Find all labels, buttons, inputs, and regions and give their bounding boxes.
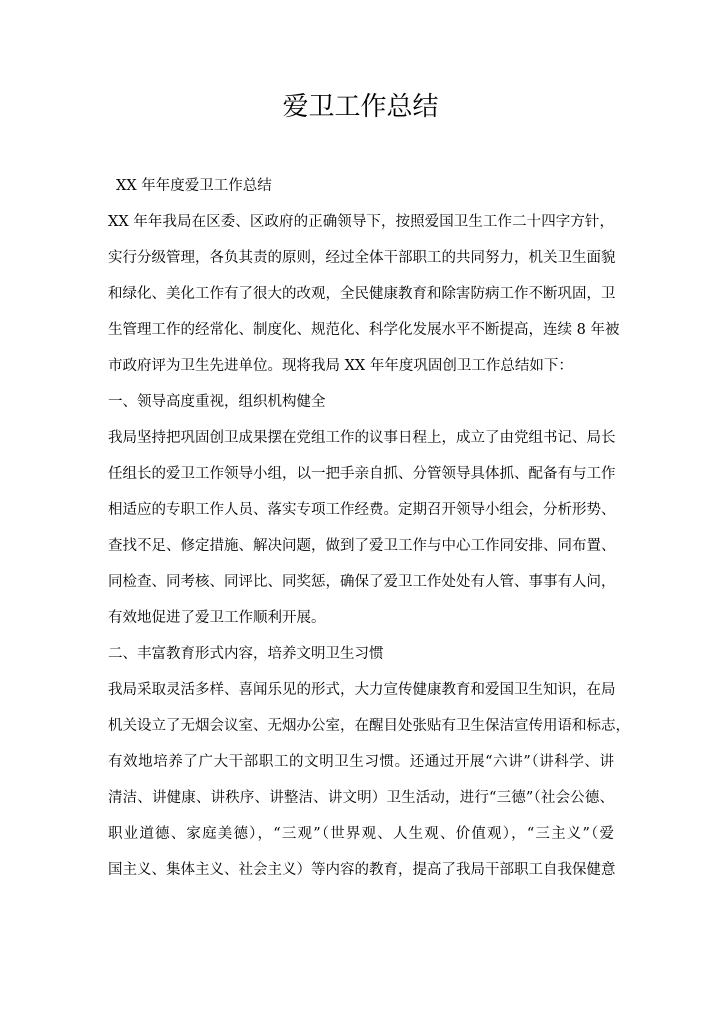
text-line: 有效地促进了爱卫工作顺利开展。 [108,610,326,626]
text-line: 任组长的爱卫工作领导小组，以一把手亲自抓、分管领导具体抓、配备有与工作 [108,466,616,482]
text-line: 市政府评为卫生先进单位。现将我局 XX 年年度巩固创卫工作总结如下： [108,358,573,374]
paragraph-section-1 [108,420,614,636]
text-line: 清洁、讲健康、讲秩序、讲整洁、讲文明）卫生活动，进行“三德”（社会公德、 [108,790,614,806]
document-body [108,168,630,888]
text-line: 和绿化、美化工作有了很大的改观，全民健康教育和除害防病工作不断巩固，卫 [108,286,616,302]
text-line: 生管理工作的经常化、制度化、规范化、科学化发展水平不断提高，连续 8 年被 [108,322,620,338]
paragraph-section-2 [108,672,630,888]
text-line: 职业道德、家庭美德），“三观”（世界观、人生观、价值观），“三主义”（爱 [108,826,614,842]
text-line: 我局采取灵活多样、喜闻乐见的形式，大力宣传健康教育和爱国卫生知识，在局 [108,682,616,698]
text-line: 有效地培养了广大干部职工的文明卫生习惯。还通过开展“六讲”（讲科学、讲 [108,754,614,770]
section-heading: 一、领导高度重视，组织机构健全 [108,394,326,410]
text-line: 相适应的专职工作人员、落实专项工作经费。定期召开领导小组会，分析形势、 [108,502,616,518]
paragraph-intro [108,204,620,384]
text-line: 同检查、同考核、同评比、同奖惩，确保了爱卫工作处处有人管、事事有人问， [108,574,616,590]
text-line: XX 年年我局在区委、区政府的正确领导下，按照爱国卫生工作二十四字方针， [108,214,614,230]
text-line: 国主义、集体主义、社会主义）等内容的教育，提高了我局干部职工自我保健意 [108,862,616,878]
section-heading-1 [108,384,614,420]
text-line: 实行分级管理，各负其责的原则，经过全体干部职工的共同努力，机关卫生面貌 [108,250,616,266]
section-heading-2 [108,636,614,672]
text-line: 我局坚持把巩固创卫成果摆在党组工作的议事日程上，成立了由党组书记、局长 [108,430,616,446]
text-line: 查找不足、修定措施、解决问题，做到了爱卫工作与中心工作同安排、同布置、 [108,538,616,554]
text-line: 机关设立了无烟会议室、无烟办公室，在醒目处张贴有卫生保洁宣传用语和标志， [108,718,630,734]
section-heading: 二、丰富教育形式内容，培养文明卫生习惯 [108,646,384,662]
document-subtitle: XX 年年度爱卫工作总结 [116,178,272,194]
document-title: 爱卫工作总结 [282,92,439,122]
